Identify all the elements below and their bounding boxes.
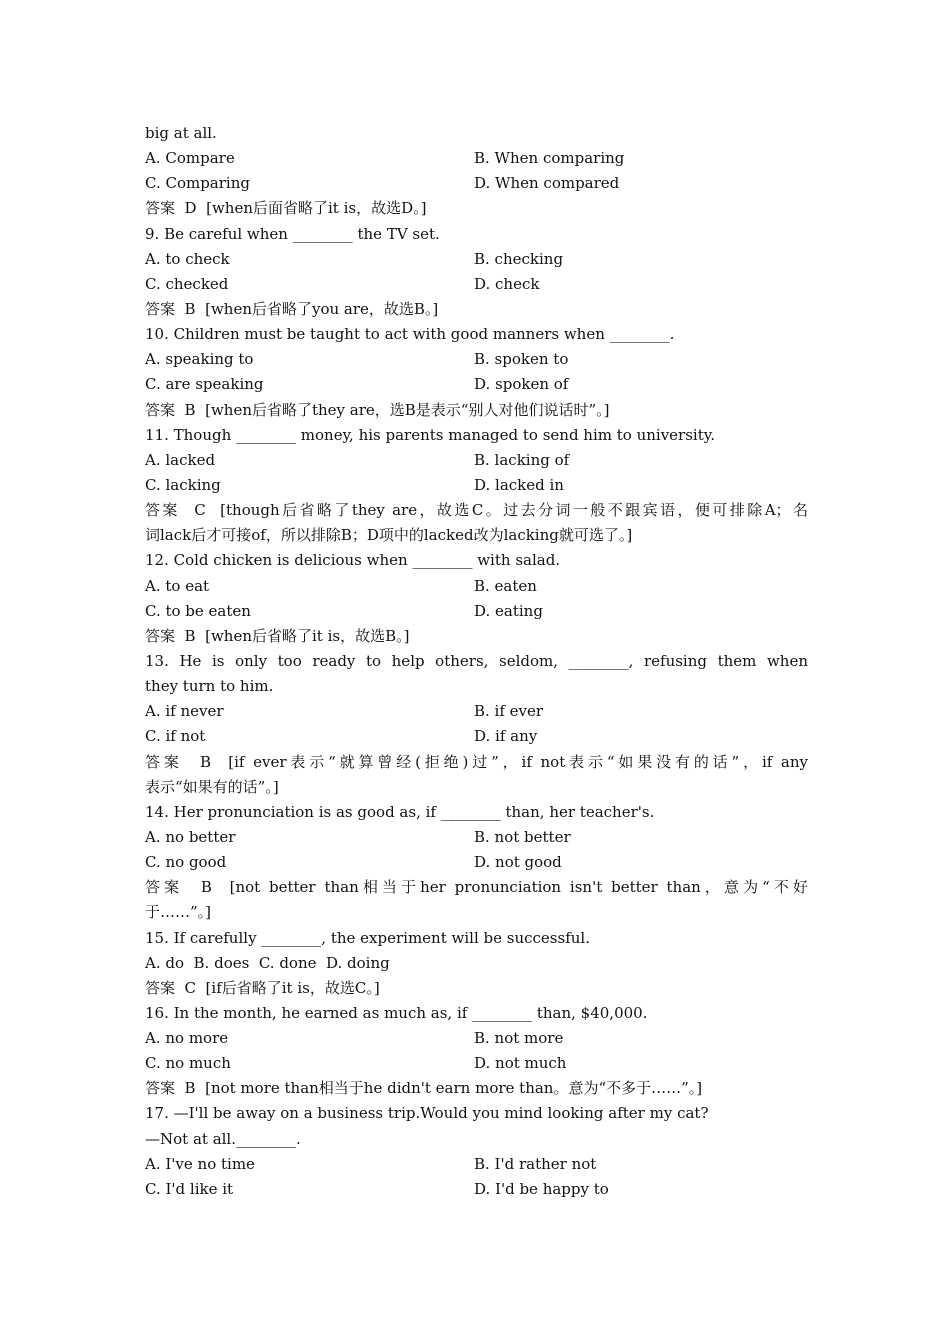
answer-options-row (145, 699, 808, 724)
answer-options-row (145, 473, 808, 498)
option-right: B. not more (474, 1029, 564, 1048)
option-right: D. When compared (474, 174, 620, 193)
answer-explanation: 答案 C [though后省略了they are，故选C。过去分词一般不跟宾语，便可排除A；名 (145, 501, 808, 520)
option-left: A. lacked (145, 450, 216, 469)
option-right: B. if ever (474, 702, 544, 721)
option-right: B. not better (474, 827, 571, 846)
text-line: they turn to him. (145, 677, 274, 696)
question-stem: 15. If carefully ________, the experiment will be successful. (145, 928, 590, 947)
option-right: D. lacked in (474, 475, 564, 494)
question-stem: 13. He is only too ready to help others, seldom, ________, refusing them when (145, 651, 808, 670)
option-right: D. I'd be happy to (474, 1179, 609, 1198)
option-right: B. When comparing (474, 149, 625, 168)
option-left: A. to check (145, 249, 230, 268)
option-left: C. lacking (145, 475, 221, 494)
answer-options-row (145, 1026, 808, 1051)
option-right: D. check (474, 274, 540, 293)
answer-options-row (145, 599, 808, 624)
question-stem: 9. Be careful when ________ the TV set. (145, 224, 440, 243)
text-line: 表示“如果有的话”。] (145, 777, 279, 796)
answer-options-row (145, 171, 808, 196)
option-right: B. checking (474, 249, 564, 268)
answer-explanation: 答案 B [not more than相当于he didn't earn more than。意为“不多于……”。] (145, 1079, 703, 1098)
option-right: D. if any (474, 727, 538, 746)
option-left: A. if never (145, 702, 224, 721)
question-stem: 12. Cold chicken is delicious when ________ with salad. (145, 551, 561, 570)
option-right: B. spoken to (474, 350, 569, 369)
answer-options-row (145, 850, 808, 875)
answer-explanation: 答案 B [not better than相当于her pronunciation isn't better than，意为“不好 (145, 878, 808, 897)
question-stem: 17. —I'll be away on a business trip.Would you mind looking after my cat? (145, 1104, 709, 1123)
answer-options-row (145, 1177, 808, 1202)
option-right: D. not much (474, 1054, 567, 1073)
answer-options-row (145, 1152, 808, 1177)
option-left: A. Compare (145, 149, 235, 168)
option-right: D. eating (474, 601, 543, 620)
answer-options-row (145, 825, 808, 850)
answer-options-row (145, 247, 808, 272)
option-right: D. spoken of (474, 375, 569, 394)
option-left: C. are speaking (145, 375, 264, 394)
question-stem: 11. Though ________ money, his parents managed to send him to university. (145, 425, 715, 444)
option-right: B. I'd rather not (474, 1154, 597, 1173)
option-left: C. if not (145, 727, 206, 746)
answer-explanation: 答案 C [if后省略了it is，故选C。] (145, 978, 380, 997)
option-left: A. no more (145, 1029, 229, 1048)
option-left: C. no much (145, 1054, 231, 1073)
answer-explanation: 答案 B [if ever表示“就算曾经(拒绝)过”，if not表示“如果没有的话”，if any (145, 752, 808, 771)
text-line: 于……”。] (145, 903, 212, 922)
answer-options-row (145, 724, 808, 749)
option-left: A. speaking to (145, 350, 254, 369)
answer-explanation: 答案 D [when后面省略了it is，故选D。] (145, 199, 427, 218)
answer-options-row (145, 574, 808, 599)
answer-explanation: 答案 B [when后省略了you are，故选B。] (145, 299, 439, 318)
option-left: C. Comparing (145, 174, 250, 193)
answer-options-row (145, 448, 808, 473)
option-right: B. eaten (474, 576, 537, 595)
option-right: D. not good (474, 853, 562, 872)
option-left: C. I'd like it (145, 1179, 234, 1198)
answer-options-row (145, 347, 808, 372)
question-stem: 16. In the month, he earned as much as, if ________ than, $40,000. (145, 1003, 648, 1022)
text-line: big at all. (145, 124, 217, 142)
text-line: —Not at all.________. (145, 1129, 301, 1148)
answer-explanation: 答案 B [when后省略了they are，选B是表示“别人对他们说话时”。] (145, 400, 610, 419)
exercise-content (145, 121, 808, 1202)
answer-options-row: A. do B. does C. done D. doing (145, 953, 390, 972)
option-left: C. checked (145, 274, 229, 293)
question-stem: 10. Children must be taught to act with good manners when ________. (145, 325, 675, 344)
answer-options-row (145, 272, 808, 297)
option-left: A. to eat (145, 576, 210, 595)
answer-options-row (145, 146, 808, 171)
option-left: A. I've no time (145, 1154, 255, 1173)
option-right: B. lacking of (474, 450, 570, 469)
answer-options-row (145, 372, 808, 397)
option-left: C. to be eaten (145, 601, 251, 620)
answer-explanation: 答案 B [when后省略了it is，故选B。] (145, 626, 410, 645)
question-stem: 14. Her pronunciation is as good as, if ________ than, her teacher's. (145, 802, 655, 821)
option-left: C. no good (145, 853, 227, 872)
answer-options-row (145, 1051, 808, 1076)
text-line: 词lack后才可接of，所以排除B；D项中的lacked改为lacking就可选了。] (145, 526, 633, 545)
option-left: A. no better (145, 827, 236, 846)
